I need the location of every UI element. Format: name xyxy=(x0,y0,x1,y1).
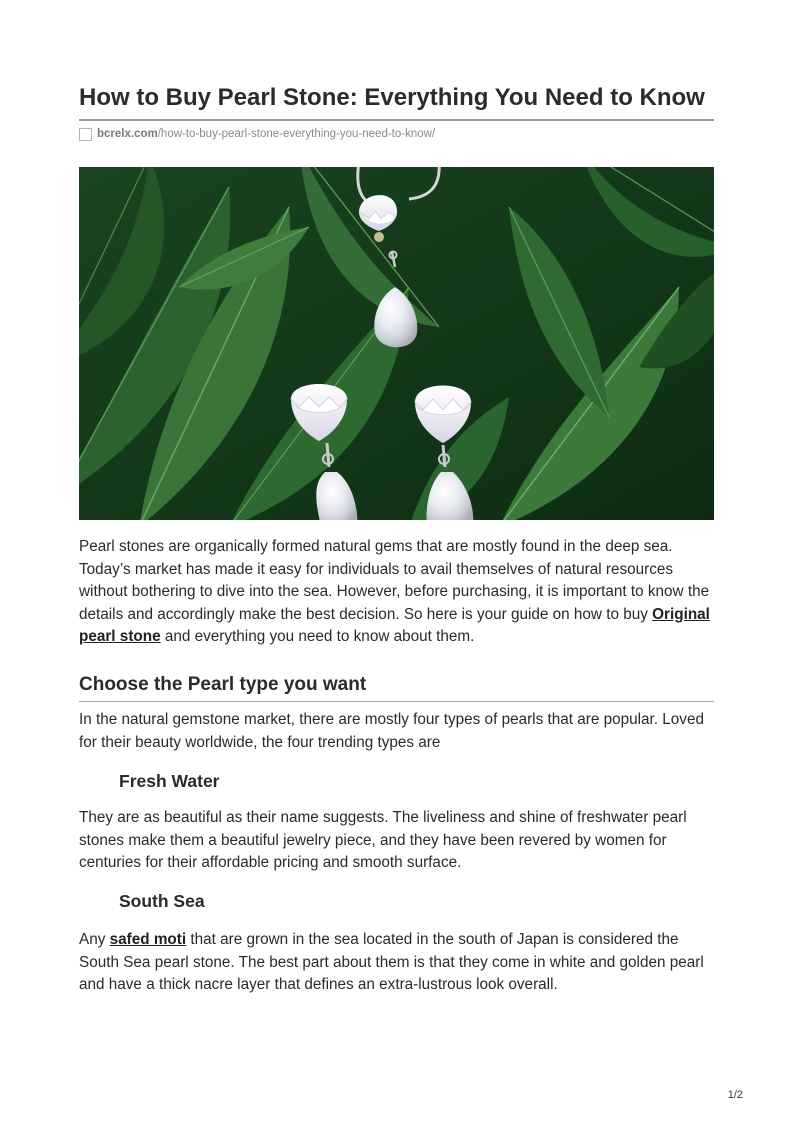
intro-text: Pearl stones are organically formed natural gems that are mostly found in the deep sea. Today’s market has made it easy for individuals to avail themselves of natural resources without bothering to dive into the sea. However, before purchasing, it is important to know the details and accordingly make the best decision. So here is your guide on how to buy xyxy=(79,538,710,623)
hero-image xyxy=(79,167,714,520)
title-divider xyxy=(79,119,714,121)
page-title: How to Buy Pearl Stone: Everything You Need to Know xyxy=(79,84,705,111)
south-sea-text: Any xyxy=(79,931,110,948)
source-url[interactable] xyxy=(79,125,435,143)
fresh-water-heading: Fresh Water xyxy=(119,771,220,791)
section-heading: Choose the Pearl type you want xyxy=(79,674,367,695)
south-sea-paragraph xyxy=(79,929,714,997)
favicon-icon xyxy=(79,128,92,141)
south-sea-text-end: that are grown in the sea located in the south of Japan is considered the South Sea pearl stone. The best part about them is that they come in white and golden pearl and have a thick nacre layer that defines an extra-lustrous look overall. xyxy=(79,931,704,993)
south-sea-heading: South Sea xyxy=(119,891,205,911)
fresh-water-paragraph: They are as beautiful as their name suggests. The liveliness and shine of freshwater pearl stones make them a beautiful jewelry piece, and they have been revered by women for centuries for their affordable pricing and smooth surface. xyxy=(79,809,687,871)
safed-moti-link[interactable]: safed moti xyxy=(109,931,187,948)
section-paragraph: In the natural gemstone market, there are mostly four types of pearls that are popular. Loved for their beauty worldwide, the four trending types are xyxy=(79,711,704,751)
pearl-earrings-illustration xyxy=(79,167,714,520)
page-number: 1/2 xyxy=(727,1089,743,1101)
section-divider xyxy=(79,701,714,702)
source-path[interactable]: /how-to-buy-pearl-stone-everything-you-need-to-know/ xyxy=(157,128,436,140)
source-domain[interactable]: bcrelx.com xyxy=(97,128,158,140)
intro-text-end: and everything you need to know about them. xyxy=(160,628,475,645)
intro-paragraph xyxy=(79,536,714,649)
original-pearl-stone-link[interactable]: Original pearl stone xyxy=(79,605,710,645)
